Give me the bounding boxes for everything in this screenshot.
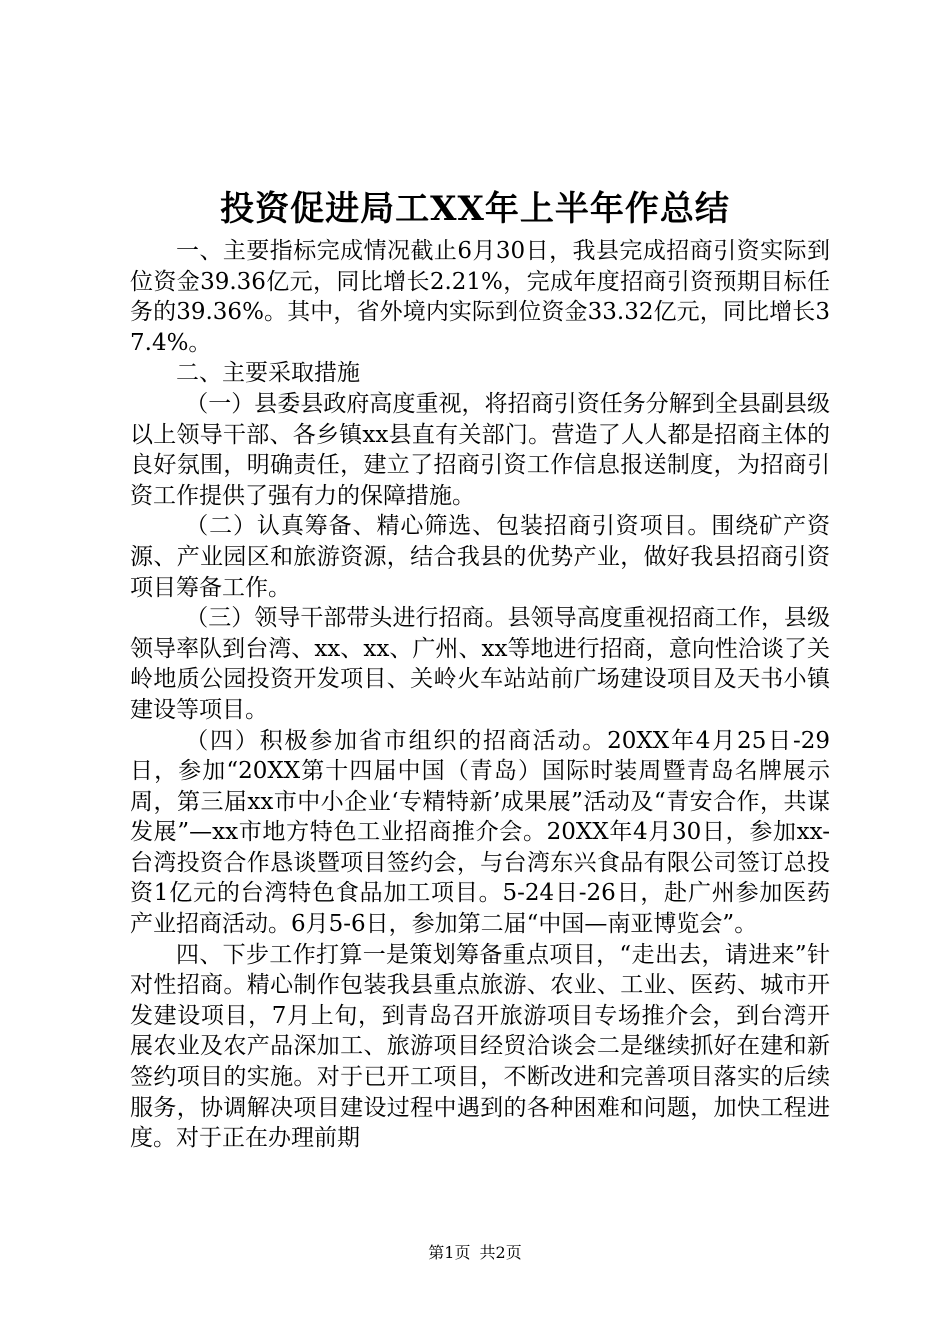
document-body (130, 236, 830, 1154)
paragraph-measure-1: （一）县委县政府高度重视，将招商引资任务分解到全县副县级以上领导干部、各乡镇xx县直有关部门。营造了人人都是招商主体的良好氛围，明确责任，建立了招商引资工作信息报送制度，为招商引资工作提供了强有力的保障措施。 (130, 390, 830, 509)
paragraph-next-steps: 四、下步工作打算一是策划筹备重点项目，“走出去，请进来”针对性招商。精心制作包装我县重点旅游、农业、工业、医药、城市开发建设项目，7月上旬，到青岛召开旅游项目专场推介会，到台湾开展农业及农产品深加工、旅游项目经贸洽谈会二是继续抓好在建和新签约项目的实施。对于已开工项目，不断改进和完善项目落实的后续服务，协调解决项目建设过程中遇到的各种困难和问题，加快工程进度。对于正在办理前期 (130, 941, 830, 1152)
page-total: 共2页 (479, 1243, 522, 1262)
paragraph-measure-4: （四）积极参加省市组织的招商活动。20XX年4月25日-29日，参加“20XX第十四届中国（青岛）国际时装周暨青岛名牌展示周，第三届xx市中小企业‘专精特新’成果展”活动及“青安合作，共谋发展”—xx市地方特色工业招商推介会。20XX年4月30日，参加xx-台湾投资合作恳谈暨项目签约会，与台湾东兴食品有限公司签订总投资1亿元的台湾特色食品加工项目。5-24日-26日，赴广州参加医药产业招商活动。6月5-6日，参加第二届“中国—南亚博览会”。 (130, 727, 830, 938)
page-number: 第1页 (428, 1243, 471, 1262)
paragraph-measure-2: （二）认真筹备、精心筛选、包装招商引资项目。围绕矿产资源、产业园区和旅游资源，结合我县的优势产业，做好我县招商引资项目筹备工作。 (130, 513, 830, 601)
section-heading-measures: 二、主要采取措施 (176, 360, 360, 387)
paragraph-measure-3: （三）领导干部带头进行招商。县领导高度重视招商工作，县级领导率队到台湾、xx、xx、广州、xx等地进行招商，意向性洽谈了关岭地质公园投资开发项目、关岭火车站站前广场建设项目及天书小镇建设等项目。 (130, 605, 830, 723)
paragraph-key-indicators: 一、主要指标完成情况截止6月30日，我县完成招商引资实际到位资金39.36亿元，同比增长2.21%，完成年度招商引资预期目标任务的39.36%。其中，省外境内实际到位资金33.32亿元，同比增长37.4%。 (130, 238, 830, 356)
document-title: 投资促进局工XX年上半年作总结 (220, 189, 730, 229)
page-footer (0, 1243, 950, 1263)
